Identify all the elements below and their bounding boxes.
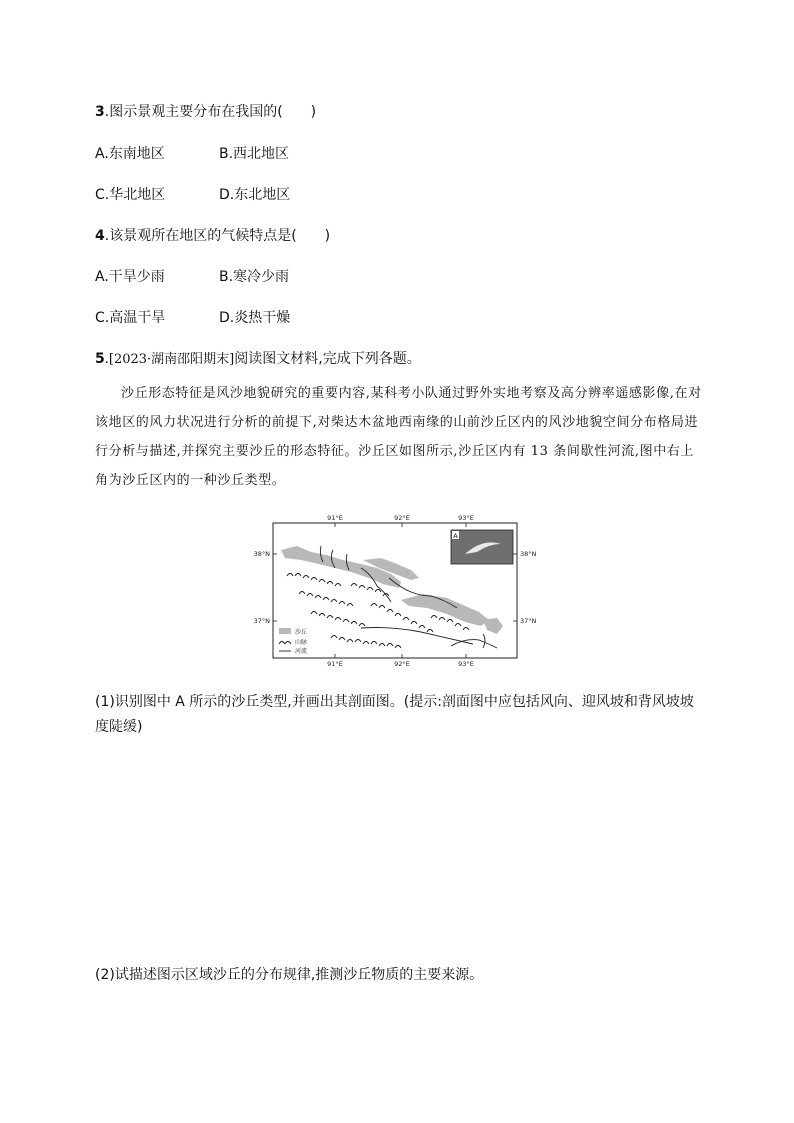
left-label-38: 38°N <box>253 550 270 558</box>
legend-dune: 沙丘 <box>295 629 308 636</box>
question-4-stem: .该景观所在地区的气候特点是( ) <box>104 228 331 244</box>
dune-type-inset <box>451 530 513 564</box>
sub-question-1: (1)识别图中 A 所示的沙丘类型,并画出其剖面图。(提示:剖面图中应包括风向、迎风坡和背风坡坡度陡缓) <box>95 694 694 735</box>
q3-option-b: B.西北地区 <box>219 146 290 162</box>
bottom-label-92: 92°E <box>394 660 410 668</box>
q3-option-a: A.东南地区 <box>95 146 165 162</box>
legend-dune-swatch <box>279 628 291 634</box>
legend-mountain: 山脉 <box>295 639 308 646</box>
sub-question-2: (2)试描述图示区域沙丘的分布规律,推测沙丘物质的主要来源。 <box>95 967 484 983</box>
q3-option-c: C.华北地区 <box>95 187 166 203</box>
question-4-number: 4 <box>95 228 105 244</box>
q3-option-d: D.东北地区 <box>219 187 291 203</box>
question-5-number: 5 <box>95 351 105 367</box>
q4-option-a: A.干旱少雨 <box>95 269 165 285</box>
question-5-stem: 阅读图文材料,完成下列各题。 <box>234 351 421 367</box>
question-3 <box>95 101 316 121</box>
question-3-number: 3 <box>95 104 105 120</box>
question-5 <box>95 348 421 368</box>
question-3-stem: .图示景观主要分布在我国的( ) <box>104 104 317 120</box>
top-label-91: 91°E <box>327 514 343 522</box>
right-label-38: 38°N <box>520 550 537 558</box>
reading-passage: 沙丘形态特征是风沙地貌研究的重要内容,某科考小队通过野外实地考察及高分辨率遥感影像,在对该地区的风力状况进行分析的前提下,对柴达木盆地西南缘的山前沙丘区内的风沙地貌空间分布格局进行分析与描述,并探究主要沙丘的形态特征。沙丘区如图所示,沙丘区内有 13 条间歇性河流,图中右上角为沙丘区内的一种沙丘类型。 <box>95 386 702 488</box>
top-label-93: 93°E <box>458 514 474 522</box>
bottom-label-91: 91°E <box>327 660 343 668</box>
q4-option-b: B.寒冷少雨 <box>219 269 290 285</box>
question-4 <box>95 225 330 245</box>
question-5-source: .[2023·湖南邵阳期末] <box>104 352 235 367</box>
left-label-37: 37°N <box>253 617 270 625</box>
inset-label-a: A <box>453 532 458 540</box>
top-label-92: 92°E <box>394 514 410 522</box>
dune-region-map <box>251 508 541 668</box>
q4-option-d: D.炎热干燥 <box>219 310 291 326</box>
legend-river: 河流 <box>295 648 308 655</box>
bottom-label-93: 93°E <box>458 660 474 668</box>
right-label-37: 37°N <box>520 617 537 625</box>
q4-option-c: C.高温干旱 <box>95 310 166 326</box>
